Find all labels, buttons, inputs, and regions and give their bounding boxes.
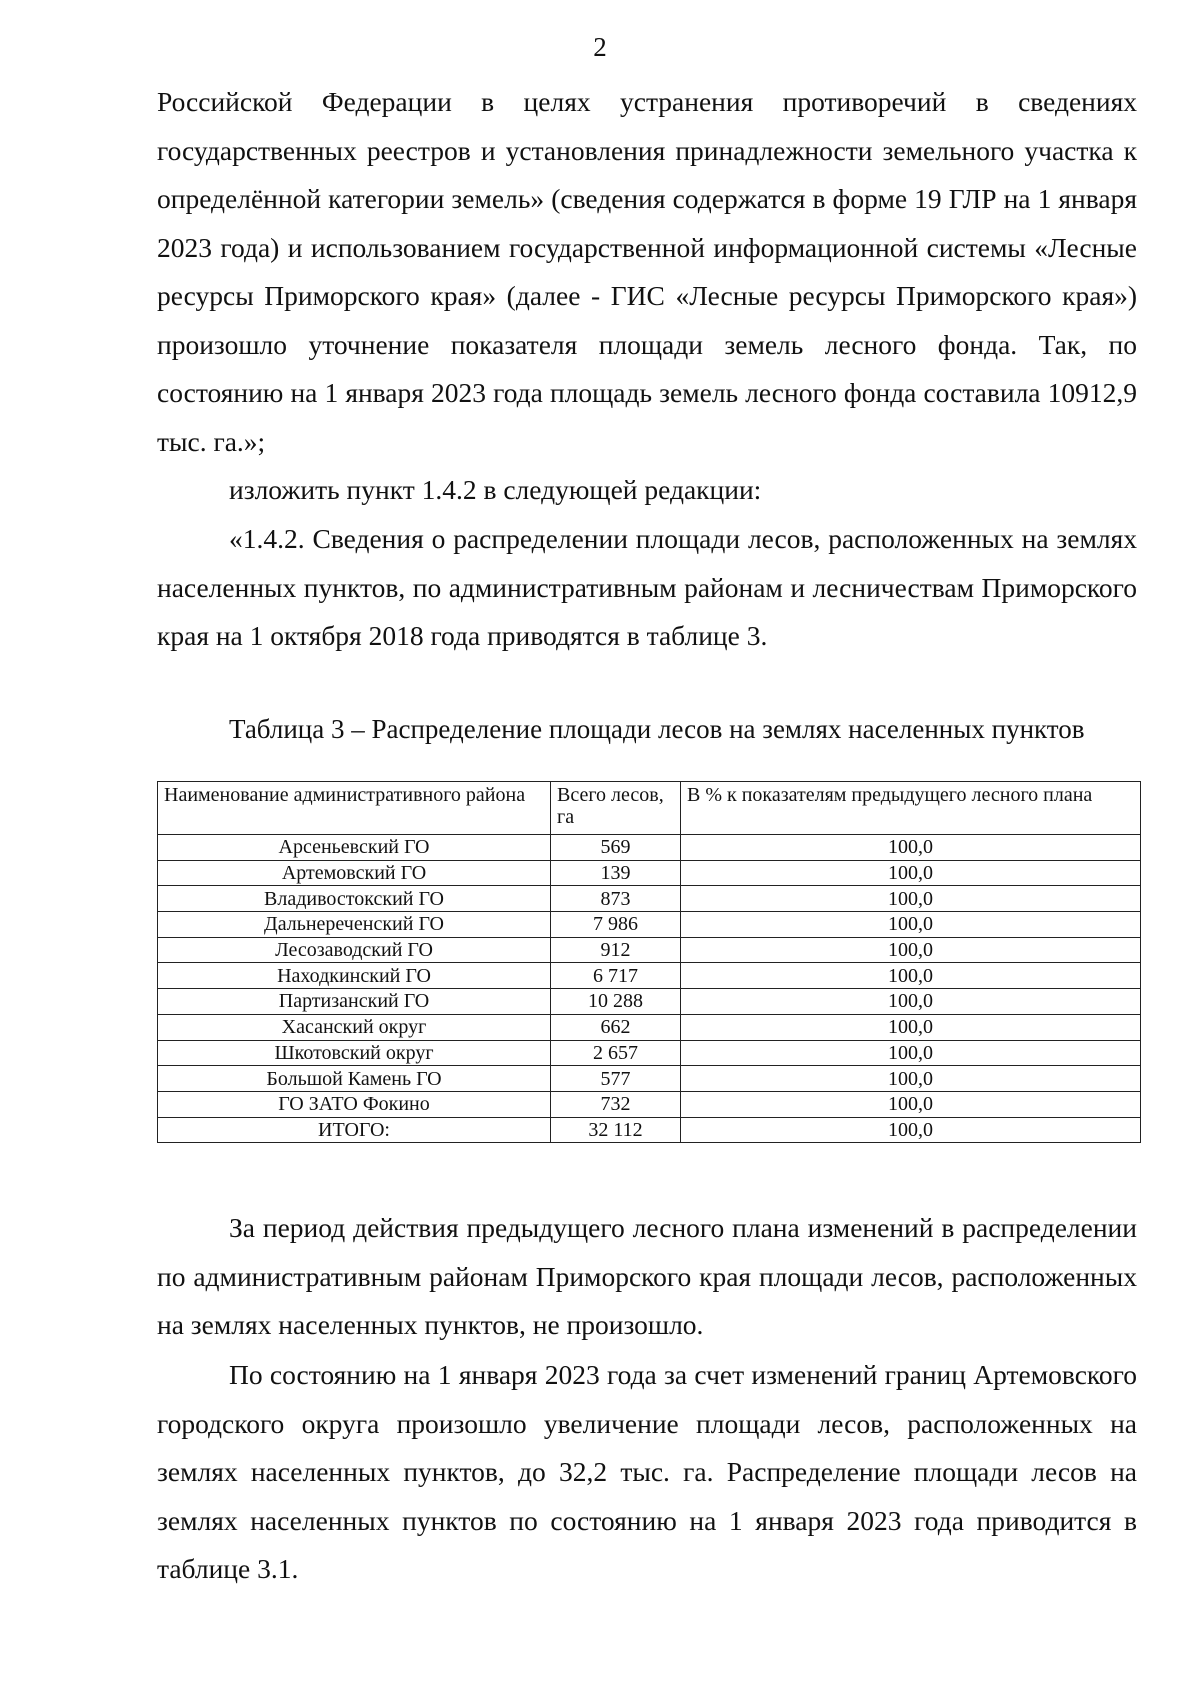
cell-district: Арсеньевский ГО: [158, 835, 551, 861]
cell-percent: 100,0: [681, 937, 1141, 963]
cell-district: Хасанский округ: [158, 1014, 551, 1040]
cell-percent: 100,0: [681, 1066, 1141, 1092]
cell-district: Дальнереченский ГО: [158, 912, 551, 938]
cell-total-forest: 569: [551, 835, 681, 861]
cell-district: Партизанский ГО: [158, 989, 551, 1015]
cell-total-forest: 7 986: [551, 912, 681, 938]
cell-district: Находкинский ГО: [158, 963, 551, 989]
cell-district: ИТОГО:: [158, 1117, 551, 1143]
table-row: [158, 835, 1141, 861]
table-row: [158, 1066, 1141, 1092]
cell-total-forest: 10 288: [551, 989, 681, 1015]
table-header-row: [158, 782, 1141, 835]
table-body: [158, 835, 1141, 1143]
table-title: Таблица 3 – Распределение площади лесов на землях населенных пунктов: [229, 714, 1085, 744]
cell-total-forest: 32 112: [551, 1117, 681, 1143]
table-row: [158, 963, 1141, 989]
table-row: [158, 1091, 1141, 1117]
cell-total-forest: 662: [551, 1014, 681, 1040]
header-district: Наименование административного района: [158, 782, 551, 835]
cell-district: Артемовский ГО: [158, 860, 551, 886]
table-row: [158, 886, 1141, 912]
paragraph-5: По состоянию на 1 января 2023 года за счет изменений границ Артемовского городского округа произошло увеличение площади лесов, расположенных на землях населенных пунктов, до 32,2 тыс. га. Распределение площади лесов на землях населенных пунктов по состоянию на 1 января 2023 года приводится в таблице 3.1.: [157, 1359, 1137, 1584]
header-total-forest: Всего лесов, га: [551, 782, 681, 835]
cell-district: Шкотовский округ: [158, 1040, 551, 1066]
cell-percent: 100,0: [681, 989, 1141, 1015]
cell-total-forest: 732: [551, 1091, 681, 1117]
paragraph-3: «1.4.2. Сведения о распределении площади лесов, расположенных на землях населенных пунктов, по административным районам и лесничествам Приморского края на 1 октября 2018 года приводятся в таблице 3.: [157, 523, 1137, 651]
table-row: [158, 1014, 1141, 1040]
cell-total-forest: 873: [551, 886, 681, 912]
table-row: [158, 937, 1141, 963]
cell-percent: 100,0: [681, 886, 1141, 912]
cell-percent: 100,0: [681, 1040, 1141, 1066]
page-number: 2: [593, 32, 607, 62]
cell-percent: 100,0: [681, 1117, 1141, 1143]
cell-total-forest: 139: [551, 860, 681, 886]
cell-total-forest: 577: [551, 1066, 681, 1092]
cell-percent: 100,0: [681, 835, 1141, 861]
cell-district: Владивостокский ГО: [158, 886, 551, 912]
cell-total-forest: 912: [551, 937, 681, 963]
cell-total-forest: 6 717: [551, 963, 681, 989]
table-row: [158, 989, 1141, 1015]
cell-percent: 100,0: [681, 912, 1141, 938]
table-row: [158, 912, 1141, 938]
paragraph-4: За период действия предыдущего лесного плана изменений в распределении по административным районам Приморского края площади лесов, расположенных на землях населенных пунктов, не произошло.: [157, 1212, 1137, 1340]
table-row: [158, 1117, 1141, 1143]
cell-district: Большой Камень ГО: [158, 1066, 551, 1092]
table-row: [158, 1040, 1141, 1066]
forest-distribution-table: [157, 781, 1141, 1143]
cell-percent: 100,0: [681, 1091, 1141, 1117]
cell-district: Лесозаводский ГО: [158, 937, 551, 963]
cell-percent: 100,0: [681, 1014, 1141, 1040]
header-percent: В % к показателям предыдущего лесного плана: [681, 782, 1141, 835]
cell-district: ГО ЗАТО Фокино: [158, 1091, 551, 1117]
cell-percent: 100,0: [681, 963, 1141, 989]
cell-percent: 100,0: [681, 860, 1141, 886]
paragraph-1: Российской Федерации в целях устранения противоречий в сведениях государственных реестров и установления принадлежности земельного участка к определённой категории земель» (сведения содержатся в форме 19 ГЛР на 1 января 2023 года) и использованием государственной информационной системы «Лесные ресурсы Приморского края» (далее - ГИС «Лесные ресурсы Приморского края») произошло уточнение показателя площади земель лесного фонда. Так, по состоянию на 1 января 2023 года площадь земель лесного фонда составила 10912,9 тыс. га.»;: [157, 86, 1137, 457]
cell-total-forest: 2 657: [551, 1040, 681, 1066]
table-row: [158, 860, 1141, 886]
paragraph-2: изложить пункт 1.4.2 в следующей редакции:: [229, 474, 762, 505]
